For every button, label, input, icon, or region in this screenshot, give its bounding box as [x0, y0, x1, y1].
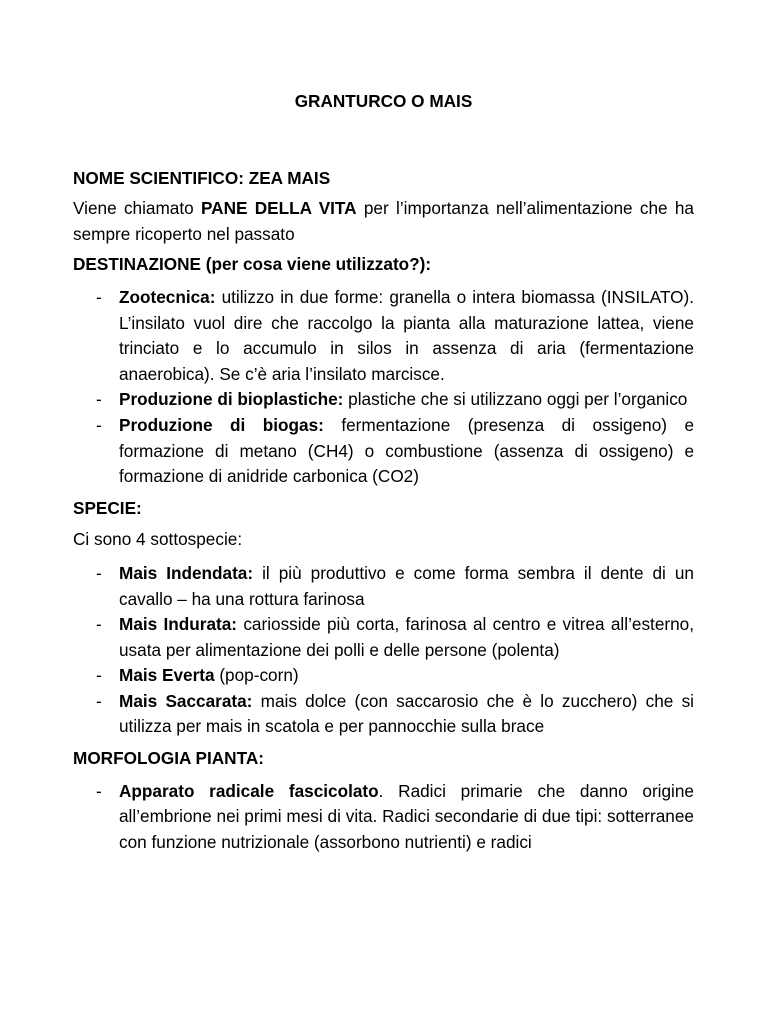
intro-text-after: per l’importanza nell’alimentazione che ha sempre ricoperto nel passato — [73, 198, 694, 244]
list-item — [73, 285, 694, 387]
dash-bullet: - — [96, 690, 102, 711]
list-item-text: utilizzo in due forme: granella o intera biomassa (INSILATO). L’insilato vuol dire che raccolgo la pianta alla maturazione lattea, viene trinciato e lo accumulo in silos in assenza di aria (fermentazione anaerobica). Se c’è aria l’insilato marcisce. — [119, 286, 694, 384]
dash-bullet: - — [96, 665, 102, 686]
list-item-title: Produzione di biogas: — [119, 414, 324, 435]
list-item-text: mais dolce (con saccarosio che è lo zucchero) che si utilizza per mais in scatola e per pannocchie sulla brace — [119, 690, 694, 737]
intro-text-before: Viene chiamato — [73, 198, 201, 219]
dash-bullet: - — [96, 780, 102, 801]
document-title: GRANTURCO O MAIS — [294, 91, 473, 111]
list-item-text: fermentazione (presenza di ossigeno) e formazione di metano (CH4) o combustione (assenza di ossigeno) e formazione di anidride carbonica (CO2) — [119, 414, 694, 487]
dash-bullet: - — [96, 286, 102, 307]
list-item — [73, 561, 694, 612]
list-item — [73, 779, 694, 856]
specie-intro: Ci sono 4 sottospecie: — [73, 529, 243, 550]
dash-bullet: - — [96, 562, 102, 583]
dash-bullet: - — [96, 389, 102, 410]
specie-list — [73, 561, 694, 740]
list-item-title: Apparato radicale fascicolato — [119, 780, 379, 801]
list-item — [73, 663, 694, 689]
document-content — [73, 89, 694, 855]
list-item-title: Mais Indurata: — [119, 614, 238, 635]
intro-bold-text: PANE DELLA VITA — [200, 198, 357, 219]
list-item-text: . Radici primarie che danno origine all’embrione nei primi mesi di vita. Radici secondarie di due tipi: sotterranee con funzione nutrizionale (assorbono nutrienti) e radici — [119, 780, 694, 852]
scientific-name-heading: NOME SCIENTIFICO: ZEA MAIS — [73, 167, 331, 188]
intro-paragraph — [73, 196, 694, 247]
list-item-text: il più produttivo e come forma sembra il dente di un cavallo – ha una rottura farinosa — [119, 562, 694, 609]
destinazione-list — [73, 285, 694, 490]
dash-bullet: - — [96, 614, 102, 635]
list-item-text: plastiche che si utilizzano oggi per l’organico — [343, 389, 688, 410]
morfologia-list — [73, 779, 694, 856]
list-item-title: Mais Saccarata: — [119, 690, 253, 711]
destinazione-heading: DESTINAZIONE (per cosa viene utilizzato?): — [73, 254, 432, 275]
dash-bullet: - — [96, 414, 102, 435]
specie-heading: SPECIE: — [73, 497, 142, 518]
list-item-title: Produzione di bioplastiche: — [119, 389, 344, 410]
morfologia-heading: MORFOLOGIA PIANTA: — [73, 748, 264, 769]
list-item — [73, 387, 694, 413]
list-item-title: Mais Indendata: — [119, 562, 254, 583]
list-item — [73, 689, 694, 740]
list-item — [73, 612, 694, 663]
list-item-text: (pop-corn) — [214, 665, 299, 686]
list-item-title: Mais Everta — [119, 665, 215, 686]
list-item-text: cariosside più corta, farinosa al centro e vitrea all’esterno, usata per alimentazione dei polli e delle persone (polenta) — [119, 614, 694, 660]
list-item — [73, 413, 694, 490]
list-item-title: Zootecnica: — [119, 286, 216, 307]
